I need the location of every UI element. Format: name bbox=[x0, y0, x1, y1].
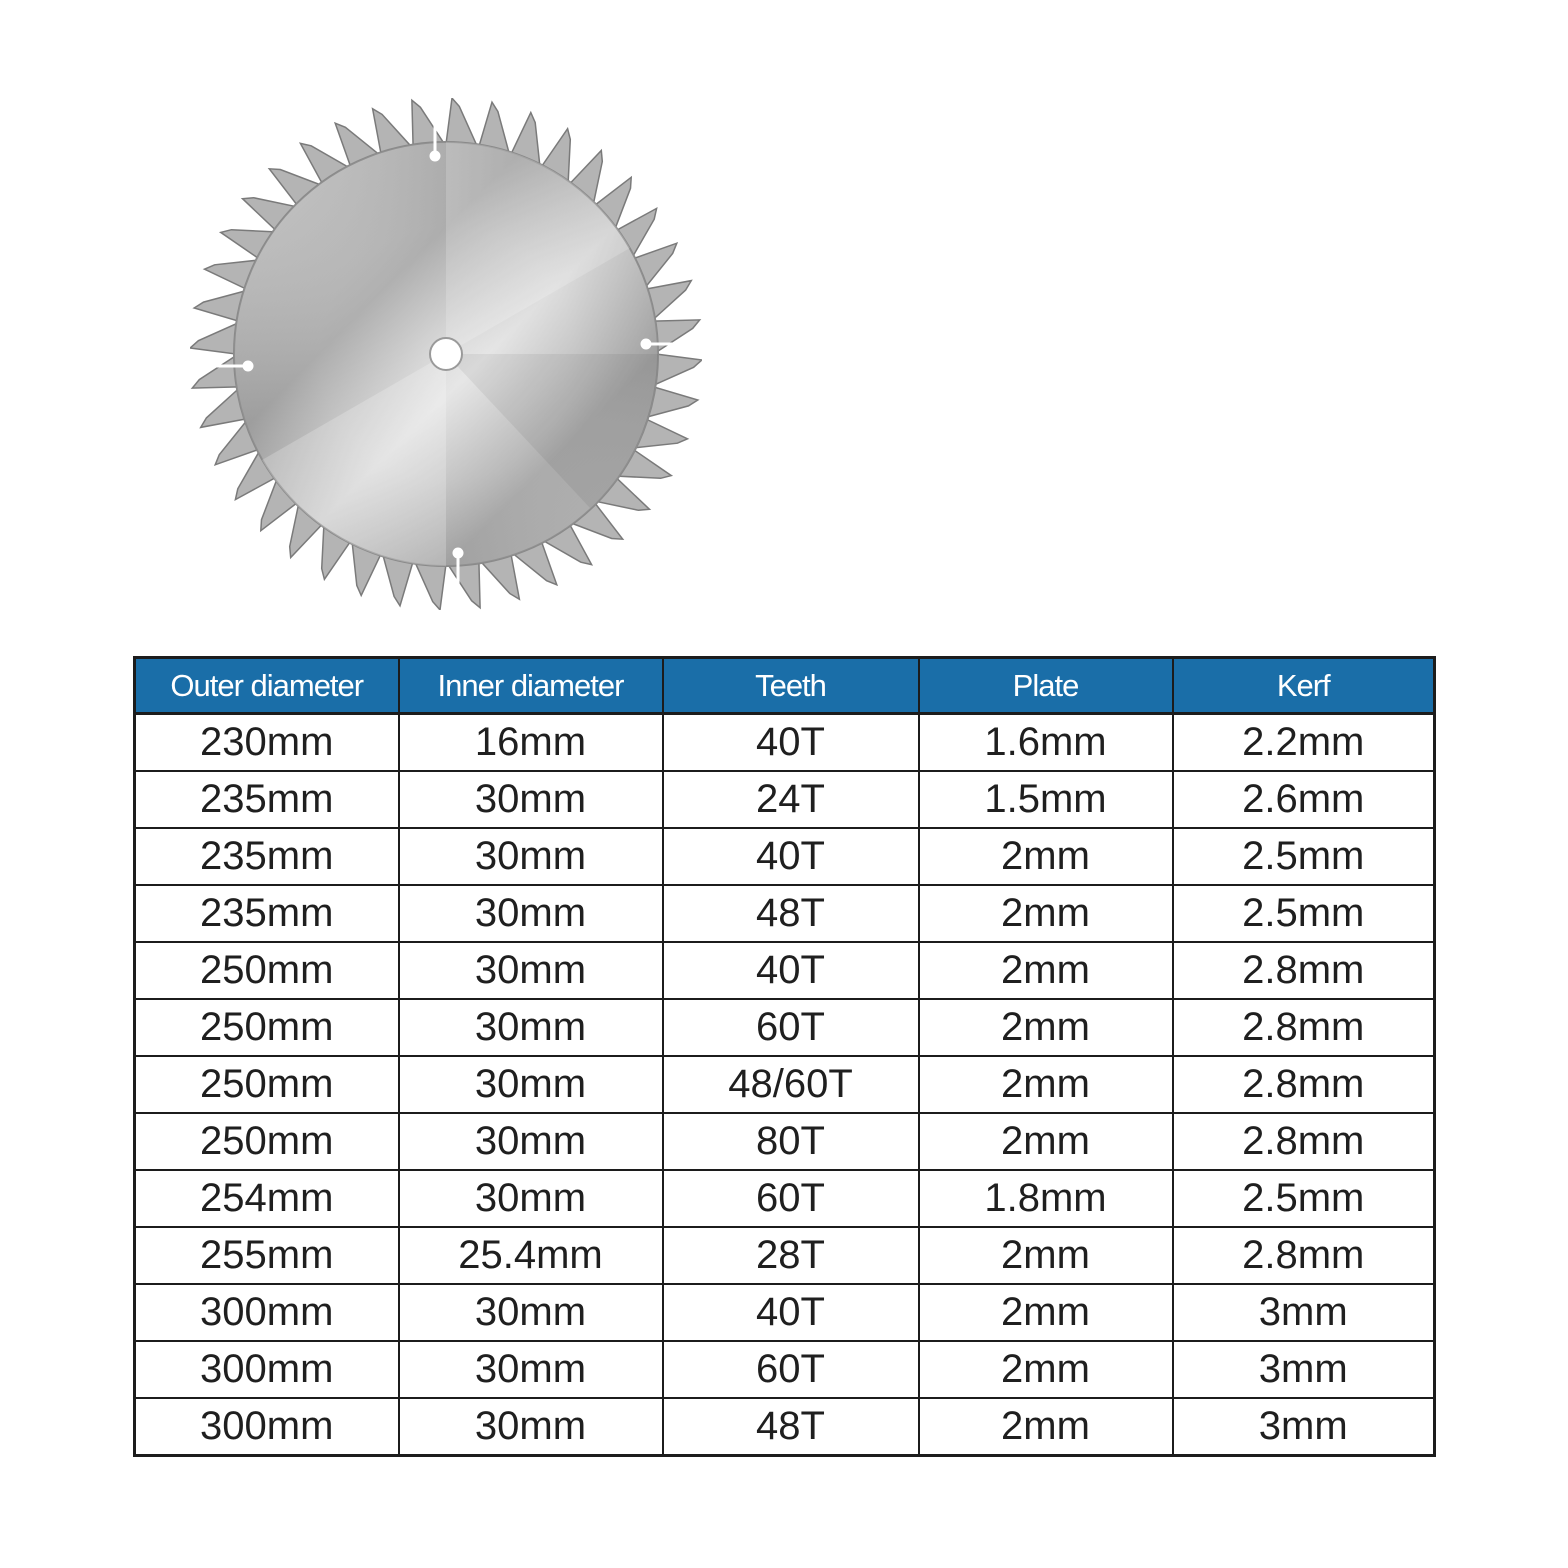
cell-teeth: 60T bbox=[663, 1170, 919, 1227]
saw-blade-image bbox=[190, 98, 702, 610]
table-row bbox=[135, 1227, 1435, 1284]
cell-kerf: 3mm bbox=[1173, 1284, 1435, 1341]
cell-inner-diameter: 30mm bbox=[399, 771, 663, 828]
cell-kerf: 2.8mm bbox=[1173, 942, 1435, 999]
cell-outer-diameter: 255mm bbox=[135, 1227, 399, 1284]
arbor-hole bbox=[430, 338, 462, 370]
cell-teeth: 48T bbox=[663, 1398, 919, 1456]
cell-outer-diameter: 235mm bbox=[135, 828, 399, 885]
header-teeth: Teeth bbox=[663, 658, 919, 714]
cell-outer-diameter: 300mm bbox=[135, 1284, 399, 1341]
cell-inner-diameter: 30mm bbox=[399, 1398, 663, 1456]
cell-outer-diameter: 235mm bbox=[135, 885, 399, 942]
cell-plate: 2mm bbox=[919, 885, 1173, 942]
table-row bbox=[135, 714, 1435, 772]
header-outer-diameter: Outer diameter bbox=[135, 658, 399, 714]
cell-teeth: 80T bbox=[663, 1113, 919, 1170]
cell-teeth: 24T bbox=[663, 771, 919, 828]
cell-kerf: 2.6mm bbox=[1173, 771, 1435, 828]
cell-kerf: 2.5mm bbox=[1173, 885, 1435, 942]
header-kerf: Kerf bbox=[1173, 658, 1435, 714]
spec-table bbox=[133, 656, 1436, 1457]
cell-inner-diameter: 30mm bbox=[399, 1056, 663, 1113]
cell-kerf: 2.8mm bbox=[1173, 1227, 1435, 1284]
cell-inner-diameter: 30mm bbox=[399, 1341, 663, 1398]
cell-teeth: 48/60T bbox=[663, 1056, 919, 1113]
header-plate: Plate bbox=[919, 658, 1173, 714]
cell-teeth: 60T bbox=[663, 999, 919, 1056]
cell-teeth: 40T bbox=[663, 714, 919, 772]
cell-inner-diameter: 30mm bbox=[399, 999, 663, 1056]
table-row bbox=[135, 942, 1435, 999]
cell-kerf: 3mm bbox=[1173, 1341, 1435, 1398]
cell-inner-diameter: 30mm bbox=[399, 885, 663, 942]
cell-plate: 2mm bbox=[919, 1056, 1173, 1113]
cell-outer-diameter: 250mm bbox=[135, 999, 399, 1056]
cell-plate: 2mm bbox=[919, 828, 1173, 885]
table-row bbox=[135, 1113, 1435, 1170]
cell-kerf: 2.5mm bbox=[1173, 828, 1435, 885]
cell-teeth: 40T bbox=[663, 1284, 919, 1341]
cell-teeth: 40T bbox=[663, 942, 919, 999]
header-inner-diameter: Inner diameter bbox=[399, 658, 663, 714]
table-row bbox=[135, 1398, 1435, 1456]
cell-outer-diameter: 254mm bbox=[135, 1170, 399, 1227]
cell-plate: 1.8mm bbox=[919, 1170, 1173, 1227]
cell-inner-diameter: 30mm bbox=[399, 1170, 663, 1227]
cell-inner-diameter: 30mm bbox=[399, 828, 663, 885]
cell-inner-diameter: 30mm bbox=[399, 1113, 663, 1170]
cell-plate: 2mm bbox=[919, 1398, 1173, 1456]
cell-inner-diameter: 30mm bbox=[399, 942, 663, 999]
cell-outer-diameter: 230mm bbox=[135, 714, 399, 772]
cell-plate: 2mm bbox=[919, 942, 1173, 999]
cell-plate: 2mm bbox=[919, 1341, 1173, 1398]
cell-teeth: 48T bbox=[663, 885, 919, 942]
table-row bbox=[135, 885, 1435, 942]
table-row bbox=[135, 771, 1435, 828]
saw-blade-icon bbox=[190, 98, 702, 610]
table-row bbox=[135, 828, 1435, 885]
cell-kerf: 2.5mm bbox=[1173, 1170, 1435, 1227]
table-row bbox=[135, 1056, 1435, 1113]
cell-kerf: 2.8mm bbox=[1173, 999, 1435, 1056]
cell-inner-diameter: 25.4mm bbox=[399, 1227, 663, 1284]
cell-outer-diameter: 235mm bbox=[135, 771, 399, 828]
cell-teeth: 28T bbox=[663, 1227, 919, 1284]
cell-inner-diameter: 30mm bbox=[399, 1284, 663, 1341]
cell-plate: 2mm bbox=[919, 1113, 1173, 1170]
table-row bbox=[135, 999, 1435, 1056]
cell-teeth: 60T bbox=[663, 1341, 919, 1398]
table-row bbox=[135, 1341, 1435, 1398]
table-row bbox=[135, 1284, 1435, 1341]
cell-outer-diameter: 300mm bbox=[135, 1398, 399, 1456]
cell-outer-diameter: 300mm bbox=[135, 1341, 399, 1398]
header-row bbox=[135, 658, 1435, 714]
cell-kerf: 2.8mm bbox=[1173, 1056, 1435, 1113]
cell-inner-diameter: 16mm bbox=[399, 714, 663, 772]
cell-kerf: 2.2mm bbox=[1173, 714, 1435, 772]
cell-plate: 1.5mm bbox=[919, 771, 1173, 828]
cell-kerf: 3mm bbox=[1173, 1398, 1435, 1456]
cell-plate: 2mm bbox=[919, 1227, 1173, 1284]
cell-outer-diameter: 250mm bbox=[135, 1113, 399, 1170]
cell-outer-diameter: 250mm bbox=[135, 1056, 399, 1113]
cell-outer-diameter: 250mm bbox=[135, 942, 399, 999]
cell-plate: 2mm bbox=[919, 999, 1173, 1056]
cell-kerf: 2.8mm bbox=[1173, 1113, 1435, 1170]
cell-plate: 2mm bbox=[919, 1284, 1173, 1341]
cell-plate: 1.6mm bbox=[919, 714, 1173, 772]
table-row bbox=[135, 1170, 1435, 1227]
cell-teeth: 40T bbox=[663, 828, 919, 885]
